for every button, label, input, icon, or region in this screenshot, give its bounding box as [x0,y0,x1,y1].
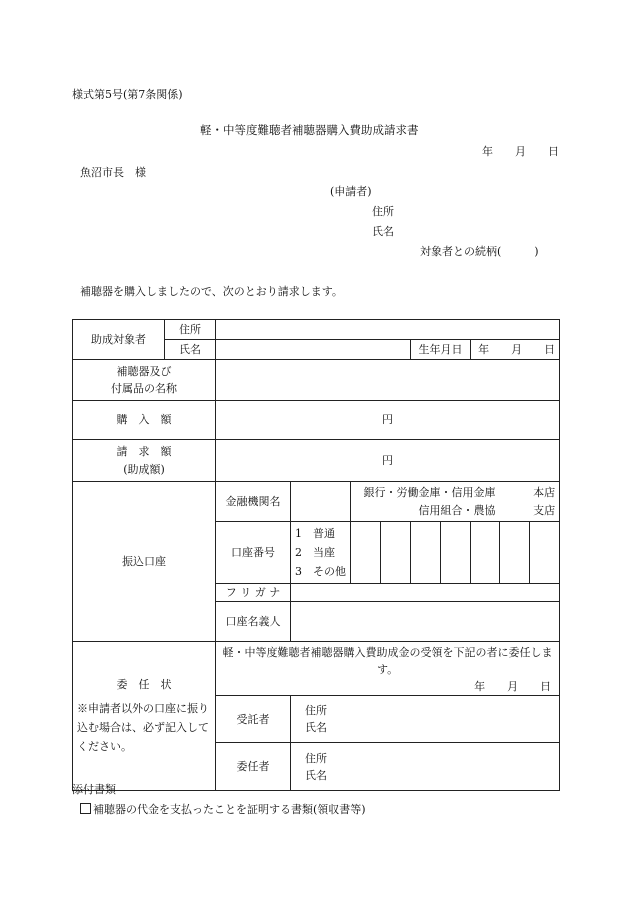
account-type-ordinary[interactable]: 1 普通 [295,526,335,540]
trustee-address-label: 住所 [305,704,327,718]
device-name-field[interactable] [216,360,560,401]
delegator-label: 委任者 [216,743,291,791]
addressee: 魚沼市長 様 [80,166,146,179]
checkbox-icon[interactable] [80,803,91,814]
attachment-item-label: 補聴器の代金を支払ったことを証明する書類(領収書等) [93,803,366,816]
trustee-label: 受託者 [216,696,291,743]
claim-amount-label [73,440,216,482]
account-holder-field[interactable] [291,602,560,642]
birth-day: 日 [544,342,556,356]
account-digit-box[interactable] [441,522,471,584]
birth-date-field[interactable] [471,340,560,360]
branch-label: 支店 [533,503,556,517]
account-type-other[interactable]: 3 その他 [295,565,346,579]
attachments-title: 添付書類 [72,783,116,796]
proxy-month: 月 [507,680,519,694]
intro-text: 補聴器を購入しましたので、次のとおり請求します。 [80,285,343,298]
date-year: 年 [482,145,493,158]
proxy-text: 軽・中等度難聴者補聴器購入費助成金の受領を下記の者に委任します。 [222,646,553,677]
date-month: 月 [515,145,526,158]
furigana-field[interactable] [291,584,560,602]
form-number: 様式第5号(第7条関係) [72,88,183,101]
proxy-section [73,642,216,791]
branch-field[interactable] [500,482,560,522]
trustee-field[interactable] [291,696,560,743]
subject-name-field[interactable] [216,340,411,360]
claim-amount-field[interactable] [216,440,560,482]
birth-year: 年 [478,342,490,356]
bank-name-label: 金融機関名 [216,482,291,522]
account-digit-box[interactable] [471,522,500,584]
device-label-line2: 付属品の名称 [111,382,177,395]
applicant-address-label: 住所 [372,205,394,218]
account-digit-box[interactable] [500,522,530,584]
purchase-amount-field[interactable] [216,401,560,440]
applicant-name-label: 氏名 [372,225,394,238]
proxy-year: 年 [474,680,486,694]
bank-types [351,482,500,522]
proxy-date[interactable] [220,678,555,695]
proxy-label: 委 任 状 [116,677,172,691]
document-title: 軽・中等度難聴者補聴器購入費助成請求書 [200,123,419,137]
account-digit-box[interactable] [530,522,560,584]
account-type-options [291,522,351,584]
proxy-statement [216,642,560,696]
subject-address-field[interactable] [216,320,560,340]
claim-label-line2: (助成額) [123,462,165,476]
trustee-name-label: 氏名 [305,721,327,735]
purchase-yen: 円 [382,413,394,427]
delegator-name-label: 氏名 [305,768,327,782]
birth-label: 生年月日 [411,340,471,360]
applicant-relation-label: 対象者との続柄( ) [420,245,539,258]
subject-address-label: 住所 [165,320,216,340]
delegator-address-label: 住所 [305,751,327,765]
bank-types-line2: 信用組合・農協 [418,503,496,517]
claim-form-table [72,319,560,791]
subject-name-label: 氏名 [165,340,216,360]
bank-name-field[interactable] [291,482,351,522]
furigana-label: フ リ ガ ナ [216,584,291,602]
claim-label-line1: 請 求 額 [116,445,172,459]
device-label [73,360,216,401]
delegator-field[interactable] [291,743,560,791]
subject-label: 助成対象者 [73,320,165,360]
device-label-line1: 補聴器及び [116,364,172,378]
proxy-day: 日 [540,680,552,694]
proxy-note: ※申請者以外の口座に振り込む場合は、必ず記入してください。 [77,701,209,754]
bank-types-line1: 銀行・労働金庫・信用金庫 [363,486,496,500]
claim-yen: 円 [382,453,394,467]
transfer-account-label: 振込口座 [73,482,216,642]
date-day: 日 [548,145,559,158]
account-holder-label: 口座名義人 [216,602,291,642]
birth-month: 月 [511,342,523,356]
head-office-label: 本店 [533,486,556,500]
account-digit-box[interactable] [351,522,381,584]
applicant-label: (申請者) [330,185,372,198]
account-type-current[interactable]: 2 当座 [295,545,335,559]
purchase-amount-label: 購 入 額 [73,401,216,440]
account-digit-box[interactable] [381,522,411,584]
attachment-item [80,801,366,817]
account-number-label: 口座番号 [216,522,291,584]
account-digit-box[interactable] [411,522,441,584]
